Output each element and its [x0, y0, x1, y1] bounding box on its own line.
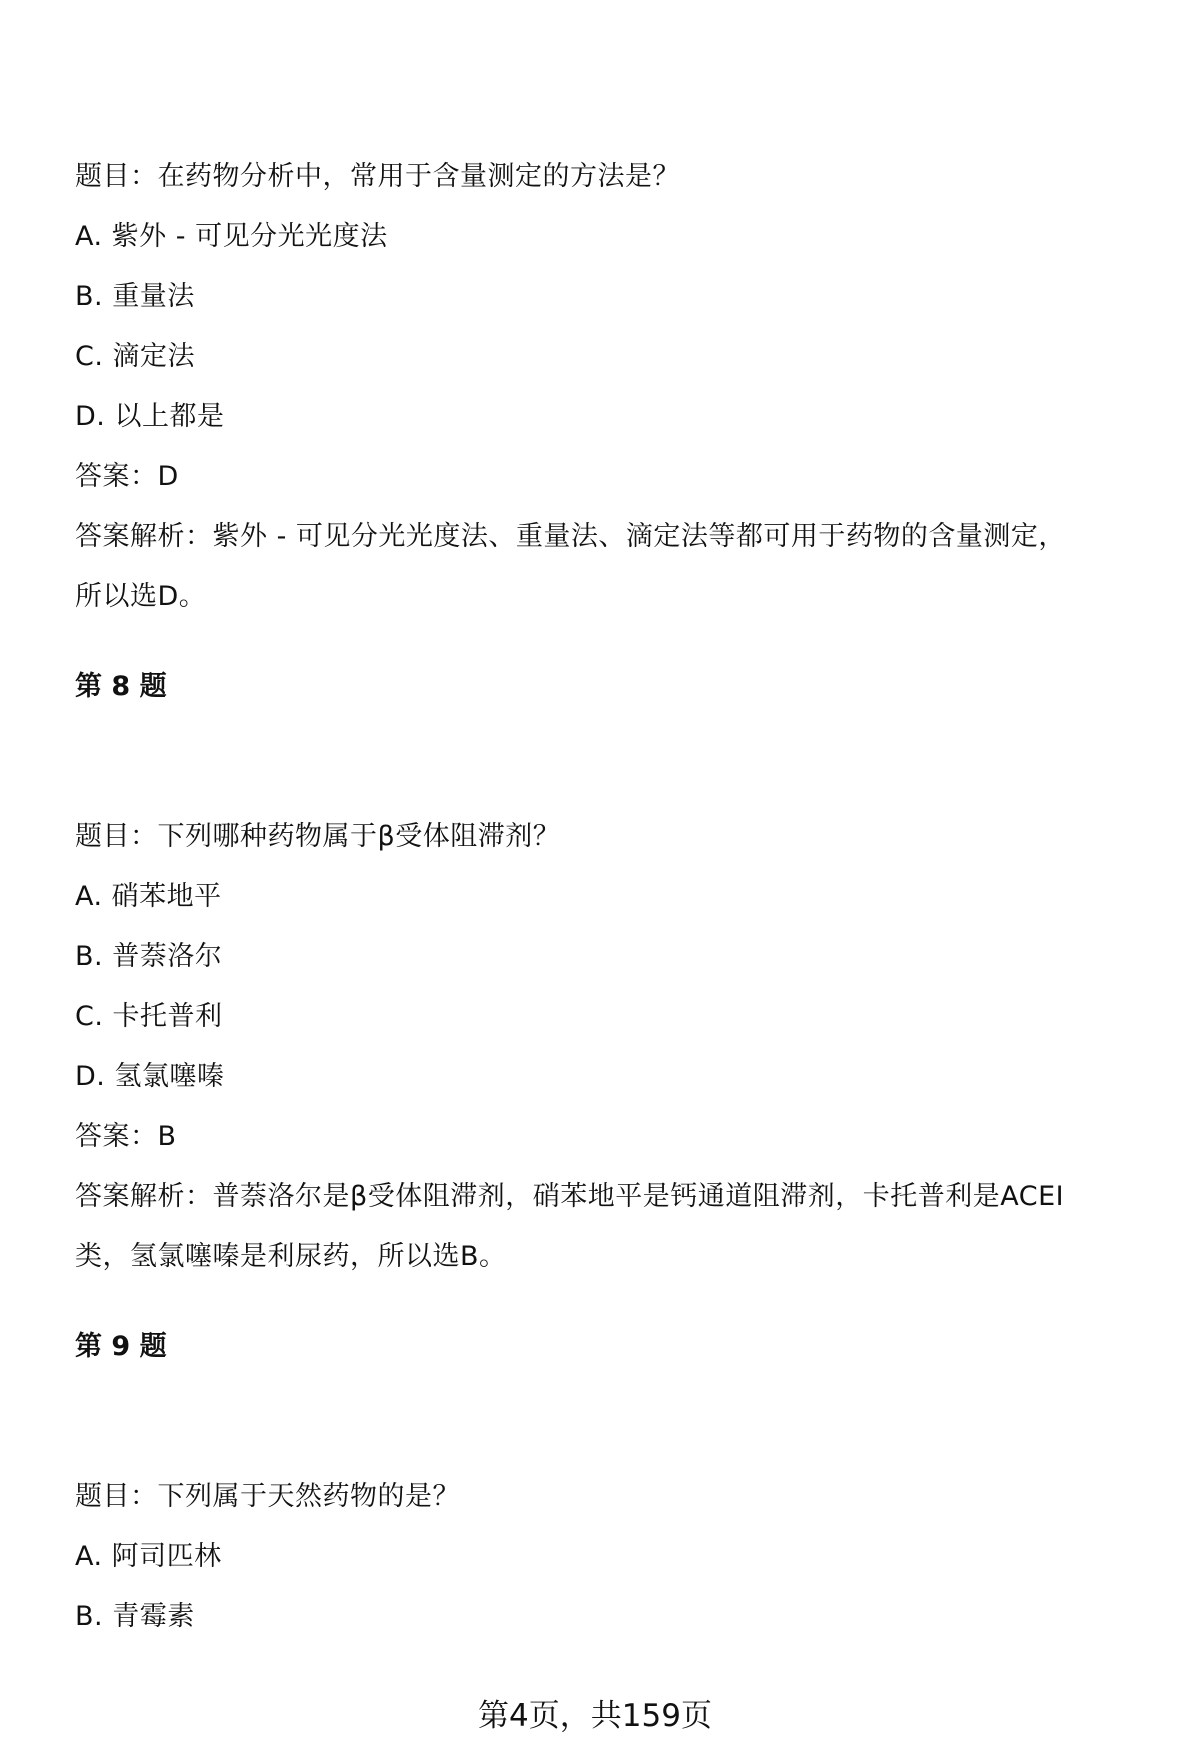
q8-explanation-line-2: 类，氢氯噻嗪是利尿药，所以选B。 — [75, 1241, 507, 1272]
q7-explanation-line-1: 答案解析：紫外 - 可见分光光度法、重量法、滴定法等都可用于药物的含量测定， — [75, 521, 1066, 552]
q8-explanation-line-1: 答案解析：普萘洛尔是β受体阻滞剂，硝苯地平是钙通道阻滞剂，卡托普利是ACEI — [75, 1181, 1065, 1212]
q8-heading: 第 8 题 — [75, 671, 167, 702]
q8-option-c: C. 卡托普利 — [75, 1001, 223, 1032]
q7-option-b: B. 重量法 — [75, 281, 195, 312]
q7-option-c: C. 滴定法 — [75, 341, 196, 372]
q8-question: 题目：下列哪种药物属于β受体阻滞剂？ — [75, 821, 561, 852]
q9-option-b: B. 青霉素 — [75, 1601, 195, 1632]
q8-option-d: D. 氢氯噻嗪 — [75, 1061, 225, 1092]
q7-question: 题目：在药物分析中，常用于含量测定的方法是？ — [75, 161, 680, 192]
q8-option-b: B. 普萘洛尔 — [75, 941, 223, 972]
q9-heading: 第 9 题 — [75, 1331, 167, 1362]
q9-question: 题目：下列属于天然药物的是？ — [75, 1481, 460, 1512]
q9-option-a: A. 阿司匹林 — [75, 1541, 222, 1572]
q7-explanation-line-2: 所以选D。 — [75, 581, 207, 612]
q7-option-a: A. 紫外 - 可见分光光度法 — [75, 221, 388, 252]
q8-answer: 答案：B — [75, 1121, 177, 1152]
q8-option-a: A. 硝苯地平 — [75, 881, 222, 912]
q7-option-d: D. 以上都是 — [75, 401, 225, 432]
q7-answer: 答案：D — [75, 461, 179, 492]
page-indicator: 第4页，共159页 — [478, 1698, 712, 1734]
